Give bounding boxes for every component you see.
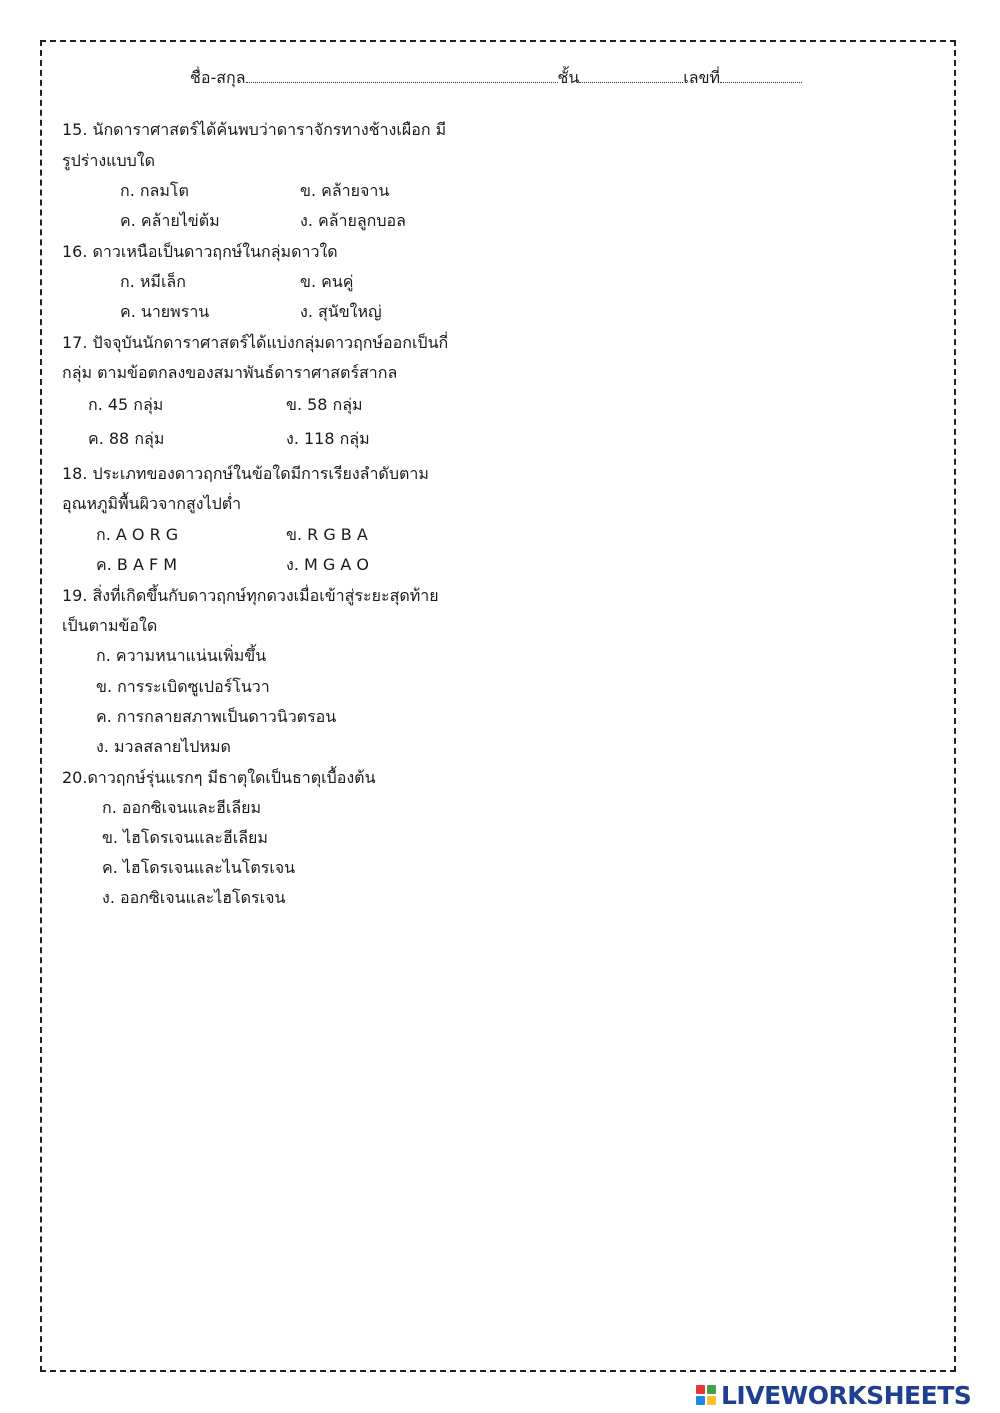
question-19-option-c[interactable]: ค. การกลายสภาพเป็นดาวนิวตรอน [96,707,337,726]
logo-text: LIVEWORKSHEETS [721,1380,972,1410]
number-label: เลขที่ [683,68,721,87]
question-16-option-c[interactable]: ค. นายพราน [120,302,210,321]
question-16-option-a[interactable]: ก. หมีเล็ก [120,272,186,291]
question-20-option-b[interactable]: ข. ไฮโดรเจนและฮีเลียม [102,828,268,847]
question-19-option-b[interactable]: ข. การระเบิดซูเปอร์โนวา [96,677,270,696]
question-18-stem-line-2: อุณหภูมิพื้นผิวจากสูงไปต่ำ [62,494,242,513]
question-18-option-a[interactable]: ก. A O R G [96,525,179,544]
question-17-option-d[interactable]: ง. 118 กลุ่ม [286,429,370,448]
question-15-option-c[interactable]: ค. คล้ายไข่ต้ม [120,211,220,230]
logo-mark-v [696,1396,705,1405]
question-15-option-a[interactable]: ก. กลมโต [120,181,189,200]
question-15-option-b[interactable]: ข. คล้ายจาน [300,181,390,200]
question-18-option-b[interactable]: ข. R G B A [286,525,368,544]
question-15-stem-line-1: 15. นักดาราศาสตร์ได้ค้นพบว่าดาราจักรทางช้างเผือก มี [62,120,447,139]
question-16-stem-line-1: 16. ดาวเหนือเป็นดาวฤกษ์ในกลุ่มดาวใด [62,242,338,261]
question-20-stem-line-1: 20.ดาวฤกษ์รุ่นแรกๆ มีธาตุใดเป็นธาตุเบื้องต้น [62,768,376,787]
question-20-option-a[interactable]: ก. ออกซิเจนและฮีเลียม [102,798,262,817]
class-field[interactable] [579,68,683,83]
name-field[interactable] [246,68,558,83]
number-field[interactable] [720,68,802,83]
question-17-option-a[interactable]: ก. 45 กลุ่ม [88,395,164,414]
question-15-option-d[interactable]: ง. คล้ายลูกบอล [300,211,406,230]
question-18-option-c[interactable]: ค. B A F M [96,555,178,574]
logo-mark-i [707,1385,716,1394]
logo-mark-l [696,1385,705,1394]
logo-mark-e [707,1396,716,1405]
question-20-option-d[interactable]: ง. ออกซิเจนและไฮโดรเจน [102,888,286,907]
question-18-stem-line-1: 18. ประเภทของดาวฤกษ์ในข้อใดมีการเรียงลำดับตาม [62,464,429,483]
question-17-stem-line-1: 17. ปัจจุบันนักดาราศาสตร์ได้แบ่งกลุ่มดาวฤกษ์ออกเป็นกี่ [62,333,449,352]
question-16-option-b[interactable]: ข. คนคู่ [300,272,354,291]
liveworksheets-logo [696,1380,996,1410]
question-19-stem-line-2: เป็นตามข้อใด [62,616,158,635]
question-15-stem-line-2: รูปร่างแบบใด [62,151,155,170]
question-17-option-b[interactable]: ข. 58 กลุ่ม [286,395,363,414]
question-16-option-d[interactable]: ง. สุนัขใหญ่ [300,302,382,321]
liveworksheets-mark-icon [696,1385,716,1405]
question-18-option-d[interactable]: ง. M G A O [286,555,369,574]
class-label: ชั้น [557,68,580,87]
question-19-stem-line-1: 19. สิ่งที่เกิดขึ้นกับดาวฤกษ์ทุกดวงเมื่อเข้าสู่ระยะสุดท้าย [62,586,439,605]
question-19-option-a[interactable]: ก. ความหนาแน่นเพิ่มขึ้น [96,646,267,665]
student-info-line [190,66,810,90]
question-17-option-c[interactable]: ค. 88 กลุ่ม [88,429,165,448]
question-20-option-c[interactable]: ค. ไฮโดรเจนและไนโตรเจน [102,858,296,877]
question-19-option-d[interactable]: ง. มวลสลายไปหมด [96,737,231,756]
name-label: ชื่อ-สกุล [190,68,246,87]
question-17-stem-line-2: กลุ่ม ตามข้อตกลงของสมาพันธ์ดาราศาสตร์สากล [62,363,398,382]
